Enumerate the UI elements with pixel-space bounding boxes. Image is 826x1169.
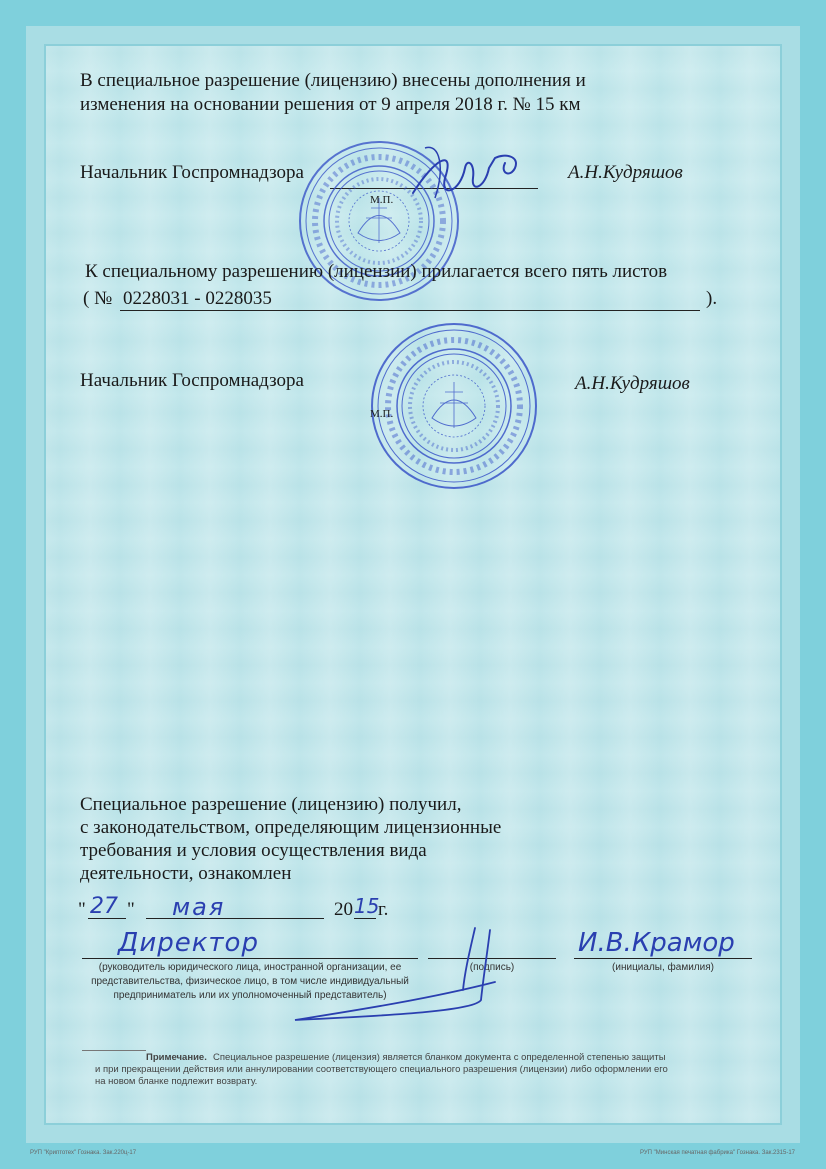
date-day-handwritten: 27 xyxy=(90,894,118,919)
attachment-number-line xyxy=(120,310,700,311)
signatory-name-2: А.Н.Кудряшов xyxy=(575,373,690,394)
recipient-name-line xyxy=(574,958,752,959)
signatory-position-1: Начальник Госпромнадзора xyxy=(80,162,304,183)
receipt-line-2: с законодательством, определяющим лицензионные xyxy=(80,817,502,838)
caption-name: (инициалы, фамилия) xyxy=(612,962,714,973)
attachment-number-prefix: ( № xyxy=(83,288,113,309)
date-year-handwritten: 15 xyxy=(354,894,380,918)
attachment-sheet-numbers: 0228031 - 0228035 xyxy=(123,288,272,309)
amendment-line-1: В специальное разрешение (лицензию) внесены дополнения и xyxy=(80,70,586,91)
handwritten-signature-1 xyxy=(405,138,535,208)
amendment-line-2: изменения на основании решения от 9 апреля 2018 г. № 15 км xyxy=(80,94,581,115)
footer-printer-left: РУП "Криптотех" Гознака. Зак.220ц-17 xyxy=(30,1150,137,1156)
attachment-statement: К специальному разрешению (лицензии) прилагается всего пять листов xyxy=(85,261,668,282)
note-line-1: Специальное разрешение (лицензия) является бланком документа с определенной степенью защиты xyxy=(213,1052,666,1063)
recipient-name-handwritten: И.В.Крамор xyxy=(578,928,735,958)
date-year-suffix: г. xyxy=(378,899,389,920)
signatory-name-1: А.Н.Кудряшов xyxy=(568,162,683,183)
caption-position-3: предприниматель или их уполномоченный представитель) xyxy=(113,990,387,1001)
note-line-2: и при прекращении действия или аннулировании соответствующего специального разрешения (лицензии) либо оформлении его xyxy=(95,1064,668,1075)
receipt-line-3: требования и условия осуществления вида xyxy=(80,840,427,861)
caption-position-1: (руководитель юридического лица, иностранной организации, ее xyxy=(98,962,402,973)
stamp-place-label-2: М.П. xyxy=(370,408,394,420)
footer-printer-right: РУП "Минская печатная фабрика" Гознака. Зак.2315-17 xyxy=(640,1150,796,1156)
receipt-line-1: Специальное разрешение (лицензию) получил, xyxy=(80,794,462,815)
recipient-position-handwritten: Директор xyxy=(118,928,259,958)
attachment-number-suffix: ). xyxy=(706,288,718,309)
date-quote-close: " xyxy=(127,899,135,920)
signatory-position-2: Начальник Госпромнадзора xyxy=(80,370,304,391)
date-year-line xyxy=(354,918,376,919)
note-line-3: на новом бланке подлежит возврату. xyxy=(95,1076,258,1087)
stamp-place-label-1: М.П. xyxy=(370,194,394,206)
caption-signature: (подпись) xyxy=(469,962,515,973)
date-quote-open: " xyxy=(78,899,86,920)
date-month-handwritten: мая xyxy=(172,893,226,921)
date-year-prefix: 20 xyxy=(334,899,353,920)
receipt-line-4: деятельности, ознакомлен xyxy=(80,863,292,884)
note-label: Примечание. xyxy=(146,1052,207,1063)
recipient-signature xyxy=(285,920,515,1030)
official-seal-stamp-2 xyxy=(368,320,540,492)
caption-position-2: представительства, физическое лицо, в том числе индивидуальный xyxy=(91,976,409,987)
note-separator xyxy=(82,1050,146,1051)
